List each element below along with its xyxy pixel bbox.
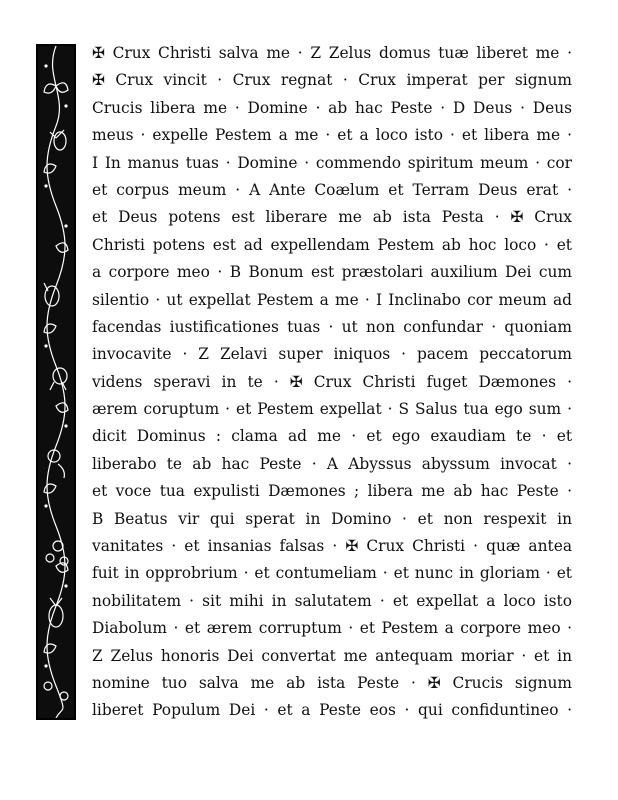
text-line: liberabo te ab hac Peste · A Abyssus abyssum invocat · [92, 454, 572, 473]
prayer-text [92, 40, 572, 725]
text-line: silentio · ut expellat Pestem a me · I Inclinabo cor meum ad [92, 290, 572, 309]
text-line: videns speravi in te · ✠ Crux Christi fuget Dæmones · [92, 372, 572, 391]
text-line: dicit Dominus : clama ad me · et ego exaudiam te · et [92, 427, 572, 446]
text-line: meus · expelle Pestem a me · et a loco isto · et libera me · [92, 126, 572, 145]
text-line: et corpus meum · A Ante Coælum et Terram Deus erat · [92, 180, 572, 199]
ornamental-vine-border-icon [36, 44, 76, 720]
text-line: Z Zelus honoris Dei convertat me antequam moriar · et in [92, 646, 572, 665]
text-line: I In manus tuas · Domine · commendo spiritum meum · cor [92, 153, 572, 172]
text-line: fuit in opprobrium · et contumeliam · et nunc in gloriam · et [92, 564, 572, 583]
text-line: vanitates · et insanias falsas · ✠ Crux Christi · quæ antea [92, 537, 572, 556]
text-line: et Deus potens est liberare me ab ista Pesta · ✠ Crux [92, 208, 572, 227]
text-line: Christi potens est ad expellendam Pestem ab hoc loco · et [92, 235, 572, 254]
text-line: nobilitatem · sit mihi in salutatem · et expellat a loco isto [92, 591, 572, 610]
text-line: invocavite · Z Zelavi super iniquos · pacem peccatorum [92, 345, 572, 364]
text-line: ✠ Crux vincit · Crux regnat · Crux imperat per signum [92, 71, 572, 90]
text-line: nomine tuo salva me ab ista Peste · ✠ Crucis signum [92, 673, 572, 692]
text-line: facendas iustificationes tuas · ut non confundar · quoniam [92, 317, 572, 336]
text-line: Crucis libera me · Domine · ab hac Peste · D Deus · Deus [92, 98, 572, 117]
text-line: Diabolum · et ærem corruptum · et Pestem a corpore meo · [92, 619, 572, 638]
text-line: B Beatus vir qui sperat in Domino · et non respexit in [92, 509, 572, 528]
text-line: et voce tua expulisti Dæmones ; libera me ab hac Peste · [92, 482, 572, 501]
text-line: liberet Populum Dei · et a Peste eos · qui confiduntineo · [92, 701, 572, 720]
text-line: ærem coruptum · et Pestem expellat · S Salus tua ego sum · [92, 400, 572, 419]
text-line: ✠ Crux Christi salva me · Z Zelus domus tuæ liberet me · [92, 44, 572, 62]
text-line: a corpore meo · B Bonum est præstolari auxilium Dei cum [92, 263, 572, 282]
